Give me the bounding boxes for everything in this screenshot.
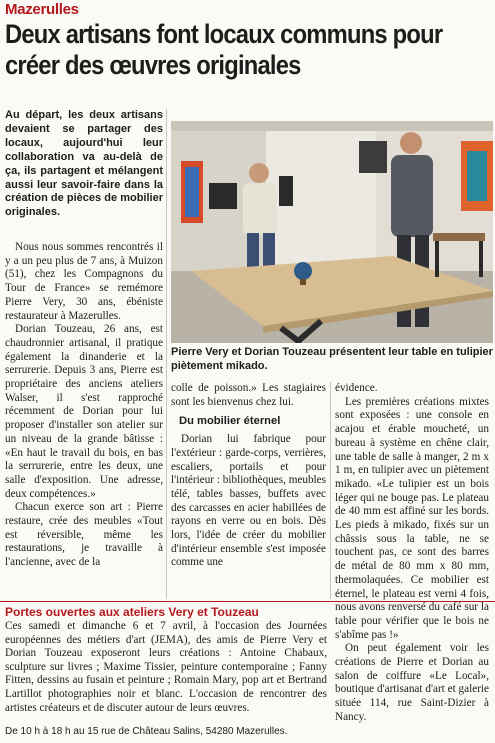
paragraph: colle de poisson.» Les stagiaires sont les bienvenus chez lui. xyxy=(171,382,326,408)
paragraph: évidence. xyxy=(335,382,378,394)
column-divider xyxy=(330,382,331,599)
article-headline: Deux artisans font locaux communs pour créer des œuvres originales xyxy=(5,19,443,80)
paragraph: Les premières créations mixtes sont exposées : une console en acajou et érable moucheté, un bureau à système en chêne clair, une table de salle à manger, 2 m x 1 m, en tulipier avec un piètement mikado. «Le tulipier est un bois léger qui ne bouge pas. Le plateau de 40 mm est affiné sur les bords. Les pieds à mikado, fixés sur un châssis sous la table, ne se touchent pas, ce sont des barres de métal de 80 mm x 80 mm, thermolaquées. Ce mobilier est éternel, le plateau est verni 4 fois, nous avons renversé du café sur la table pour vérifier que le bois ne s'abîme pas !» xyxy=(335,395,489,641)
article-photo xyxy=(171,121,493,343)
info-box-title: Portes ouvertes aux ateliers Very et Touzeau xyxy=(5,605,259,619)
paragraph: Dorian Touzeau, 26 ans, est chaudronnier artisanal, il pratique également la dinanderie et la serrurerie. Depuis 3 ans, Pierre est propriétaire des anciens ateliers Walser, il s'est rapproché récemment de Dorian pour lui proposer d'installer son atelier sur un niveau de la grande bâtisse : «En haut le travail du bois, en bas la serrurerie, entre les deux, une salle d'exposition. Une adresse, deux compétences.» xyxy=(5,323,163,500)
column-2 xyxy=(171,382,326,570)
info-box-text: Ces samedi et dimanche 6 et 7 avril, à l'occasion des Journées européennes des métiers d'art (JEMA), des amis de Pierre Very et Dorian Touzeau exposeront leurs créations : Antoine Chabaux, sculpture sur livres ; Maxime Tissier, peinture contemporaine ; Fanny Fitten, dessins au fusain et peinture ; Romain Mary, pop art et Bertrand Lartillot photographies noir et blanc. L'occasion de rencontrer des artistes créateurs et de discuter autour de leurs œuvres. xyxy=(5,620,327,714)
paragraph: On peut également voir les créations de Pierre et Dorian au salon de coiffure «Le Local», boutique d'artisanat d'art et galerie située 114, rue Saint-Dizier à Nancy. xyxy=(335,642,489,723)
article-lede: Au départ, les deux artisans devaient se partager des locaux, aujourd'hui leur collaboration va au-delà de ça, ils partagent et mélangent aussi leur savoir-faire dans la création de pièces de mobilier originales. xyxy=(5,109,163,219)
subheading: Du mobilier éternel xyxy=(179,415,281,428)
column-divider xyxy=(166,109,167,599)
photo-illustration xyxy=(171,121,493,343)
photo-caption: Pierre Very et Dorian Touzeau présentent leur table en tulipier piètement mikado. xyxy=(171,346,493,372)
section-kicker: Mazerulles xyxy=(5,1,79,18)
info-box-footer: De 10 h à 18 h au 15 rue de Château Salins, 54280 Mazerulles. xyxy=(5,726,288,737)
column-1 xyxy=(5,241,163,570)
paragraph: Nous nous sommes rencontrés il y a un peu plus de 7 ans, à Muizon (51), chez les Compagnons du Tour de France» se remémore Pierre Very, 30 ans, ébéniste restaurateur à Mazerulles. xyxy=(5,241,163,322)
paragraph: Chacun exerce son art : Pierre restaure, crée des meubles «Tout est réversible, même les restaurations, je travaille à l'ancienne, avec de la xyxy=(5,501,163,569)
paragraph: Dorian lui fabrique pour l'extérieur : garde-corps, verrières, escaliers, portails et pour l'intérieur : bibliothèques, meubles télé, tables basses, buffets avec des carcasses en acier habillées de rayons en verre ou en bois. Dès lors, l'idée de créer du mobilier d'intérieur ensemble s'est imposée comme une xyxy=(171,433,326,569)
